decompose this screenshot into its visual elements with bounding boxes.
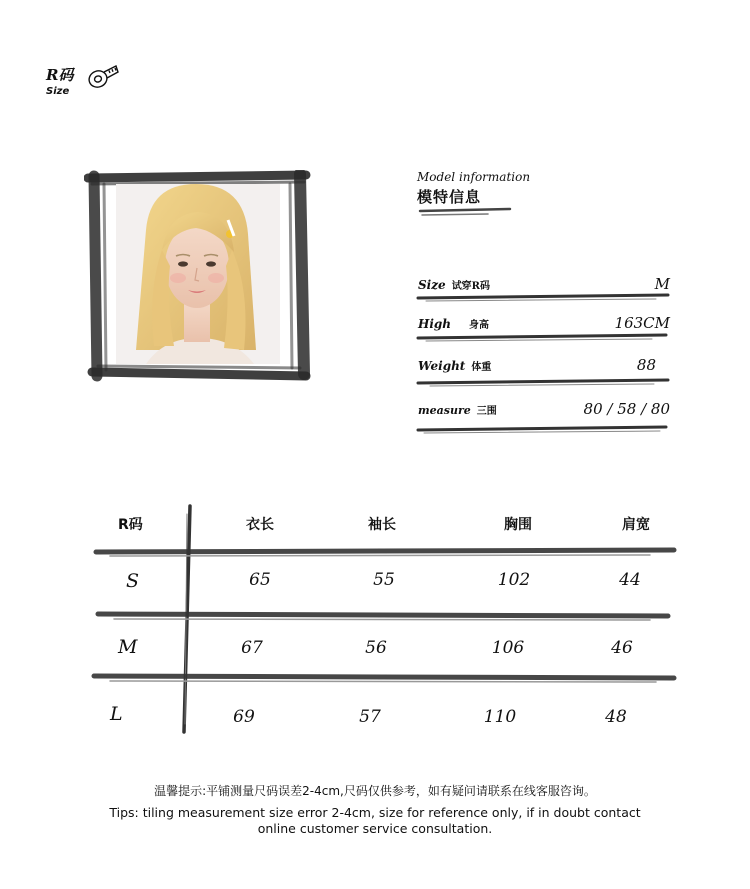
- size-title-en: Size: [46, 86, 70, 97]
- row-size-s: S: [126, 570, 140, 592]
- model-measure-label: measure: [418, 404, 471, 417]
- cell-m-sleeve: 56: [365, 638, 387, 658]
- measuring-tape-icon: [86, 62, 120, 92]
- row-size-l: L: [110, 703, 123, 725]
- cell-s-chest: 102: [497, 570, 531, 590]
- model-size-label: Size: [418, 278, 446, 292]
- cell-m-length: 67: [241, 638, 263, 658]
- model-measure-label-cn: 三围: [476, 406, 497, 417]
- cell-l-sleeve: 57: [359, 707, 381, 727]
- model-info-title-cn: 模特信息: [417, 188, 482, 206]
- model-size-label-cn: 试穿R码: [451, 281, 490, 292]
- cell-s-sleeve: 55: [373, 570, 395, 590]
- model-height-value: 163CM: [614, 314, 670, 332]
- cell-l-length: 69: [233, 707, 255, 727]
- model-height-label: High: [418, 317, 452, 331]
- model-photo: [84, 170, 312, 382]
- size-title-cn: R码: [46, 66, 74, 84]
- model-measure-value: 80 / 58 / 80: [583, 400, 670, 418]
- model-height-label-cn: 身高: [469, 320, 490, 331]
- tips-chinese: 温馨提示:平铺测量尺码误差2-4cm,尺码仅供参考，如有疑问请联系在线客服咨询。: [154, 784, 596, 798]
- row-size-m: M: [118, 636, 138, 658]
- title-brush-underline: [418, 206, 518, 220]
- model-size-value: M: [654, 275, 670, 293]
- model-weight-value: 88: [636, 356, 656, 374]
- tips-english: Tips: tiling measurement size error 2-4cm, size for reference only, if in doubt contact online customer service consultation.: [109, 805, 641, 836]
- model-weight-label: Weight: [418, 359, 466, 373]
- header-sleeve: 袖长: [368, 517, 396, 533]
- model-info-dividers: [416, 290, 672, 440]
- cell-m-chest: 106: [491, 638, 525, 658]
- header-chest: 胸围: [504, 517, 532, 533]
- cell-s-shoulder: 44: [619, 570, 641, 590]
- cell-m-shoulder: 46: [611, 638, 633, 658]
- cell-s-length: 65: [249, 570, 271, 590]
- model-weight-label-cn: 体重: [471, 362, 492, 373]
- header-size: R码: [118, 517, 143, 533]
- header-length: 衣长: [246, 517, 274, 533]
- cell-l-chest: 110: [483, 707, 517, 727]
- size-table-lines: [90, 504, 680, 740]
- model-info-title: Model information: [417, 170, 531, 184]
- header-shoulder: 肩宽: [622, 517, 650, 533]
- cell-l-shoulder: 48: [605, 707, 627, 727]
